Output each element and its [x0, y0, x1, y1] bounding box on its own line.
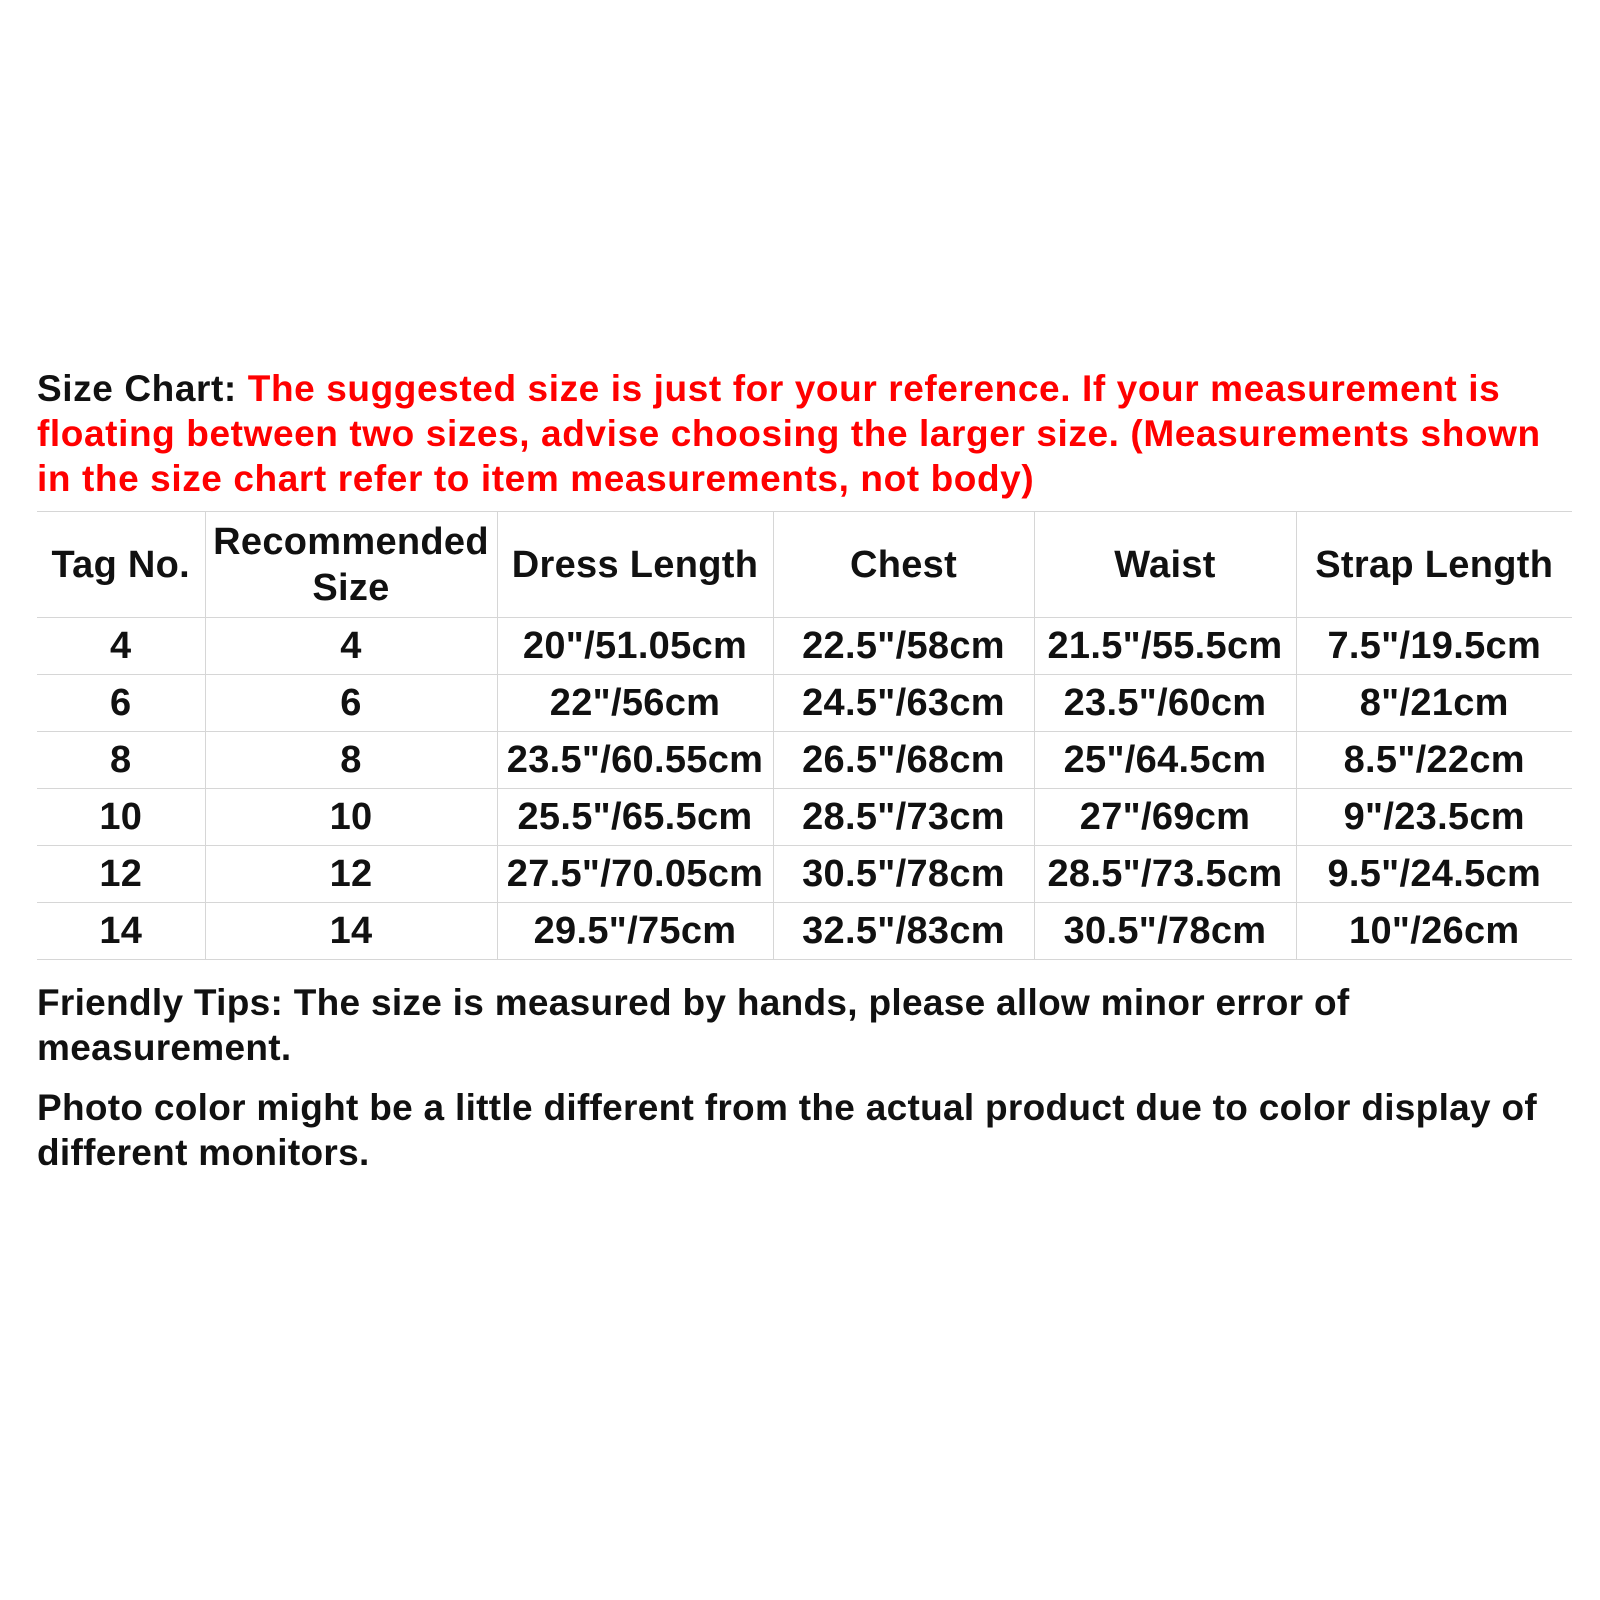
cell-chest: 22.5"/58cm	[773, 618, 1034, 675]
cell-waist: 28.5"/73.5cm	[1034, 846, 1296, 903]
cell-recommended-size: 14	[205, 903, 497, 960]
cell-tag-no: 4	[37, 618, 205, 675]
cell-tag-no: 14	[37, 903, 205, 960]
cell-waist: 23.5"/60cm	[1034, 675, 1296, 732]
size-table	[37, 511, 1572, 960]
cell-strap-length: 10"/26cm	[1296, 903, 1572, 960]
friendly-tips-text: Friendly Tips: The size is measured by hands, please allow minor error of measurement.	[37, 982, 1350, 1068]
cell-tag-no: 6	[37, 675, 205, 732]
cell-recommended-size: 12	[205, 846, 497, 903]
size-chart-label: Size Chart:	[37, 368, 237, 409]
cell-dress-length: 20"/51.05cm	[497, 618, 773, 675]
cell-chest: 24.5"/63cm	[773, 675, 1034, 732]
size-chart-note: The suggested size is just for your reference. If your measurement is floating between two sizes, advise choosing the larger size. (Measurements shown in the size chart refer to item measurements, not body)	[37, 368, 1541, 499]
cell-tag-no: 12	[37, 846, 205, 903]
table-row	[37, 732, 1572, 789]
cell-waist: 27"/69cm	[1034, 789, 1296, 846]
cell-dress-length: 22"/56cm	[497, 675, 773, 732]
cell-recommended-size: 6	[205, 675, 497, 732]
table-header-row	[37, 512, 1572, 618]
table-row	[37, 789, 1572, 846]
table-row	[37, 846, 1572, 903]
cell-strap-length: 7.5"/19.5cm	[1296, 618, 1572, 675]
cell-tag-no: 10	[37, 789, 205, 846]
header-dress-length: Dress Length	[497, 512, 773, 618]
header-waist: Waist	[1034, 512, 1296, 618]
cell-waist: 25"/64.5cm	[1034, 732, 1296, 789]
table-row	[37, 903, 1572, 960]
table-row	[37, 675, 1572, 732]
header-strap-length: Strap Length	[1296, 512, 1572, 618]
cell-tag-no: 8	[37, 732, 205, 789]
cell-strap-length: 9.5"/24.5cm	[1296, 846, 1572, 903]
cell-recommended-size: 4	[205, 618, 497, 675]
header-tag-no: Tag No.	[37, 512, 205, 618]
cell-dress-length: 25.5"/65.5cm	[497, 789, 773, 846]
cell-recommended-size: 8	[205, 732, 497, 789]
cell-chest: 32.5"/83cm	[773, 903, 1034, 960]
cell-strap-length: 9"/23.5cm	[1296, 789, 1572, 846]
cell-dress-length: 23.5"/60.55cm	[497, 732, 773, 789]
cell-chest: 30.5"/78cm	[773, 846, 1034, 903]
size-chart-intro	[37, 366, 1577, 501]
cell-recommended-size: 10	[205, 789, 497, 846]
cell-chest: 26.5"/68cm	[773, 732, 1034, 789]
cell-waist: 21.5"/55.5cm	[1034, 618, 1296, 675]
table-row	[37, 618, 1572, 675]
cell-dress-length: 27.5"/70.05cm	[497, 846, 773, 903]
header-chest: Chest	[773, 512, 1034, 618]
tips-section	[37, 980, 1582, 1190]
cell-strap-length: 8.5"/22cm	[1296, 732, 1572, 789]
header-recommended-size: Recommended Size	[205, 512, 497, 618]
cell-dress-length: 29.5"/75cm	[497, 903, 773, 960]
cell-strap-length: 8"/21cm	[1296, 675, 1572, 732]
cell-chest: 28.5"/73cm	[773, 789, 1034, 846]
photo-color-note: Photo color might be a little different from the actual product due to color display of different monitors.	[37, 1087, 1538, 1173]
cell-waist: 30.5"/78cm	[1034, 903, 1296, 960]
